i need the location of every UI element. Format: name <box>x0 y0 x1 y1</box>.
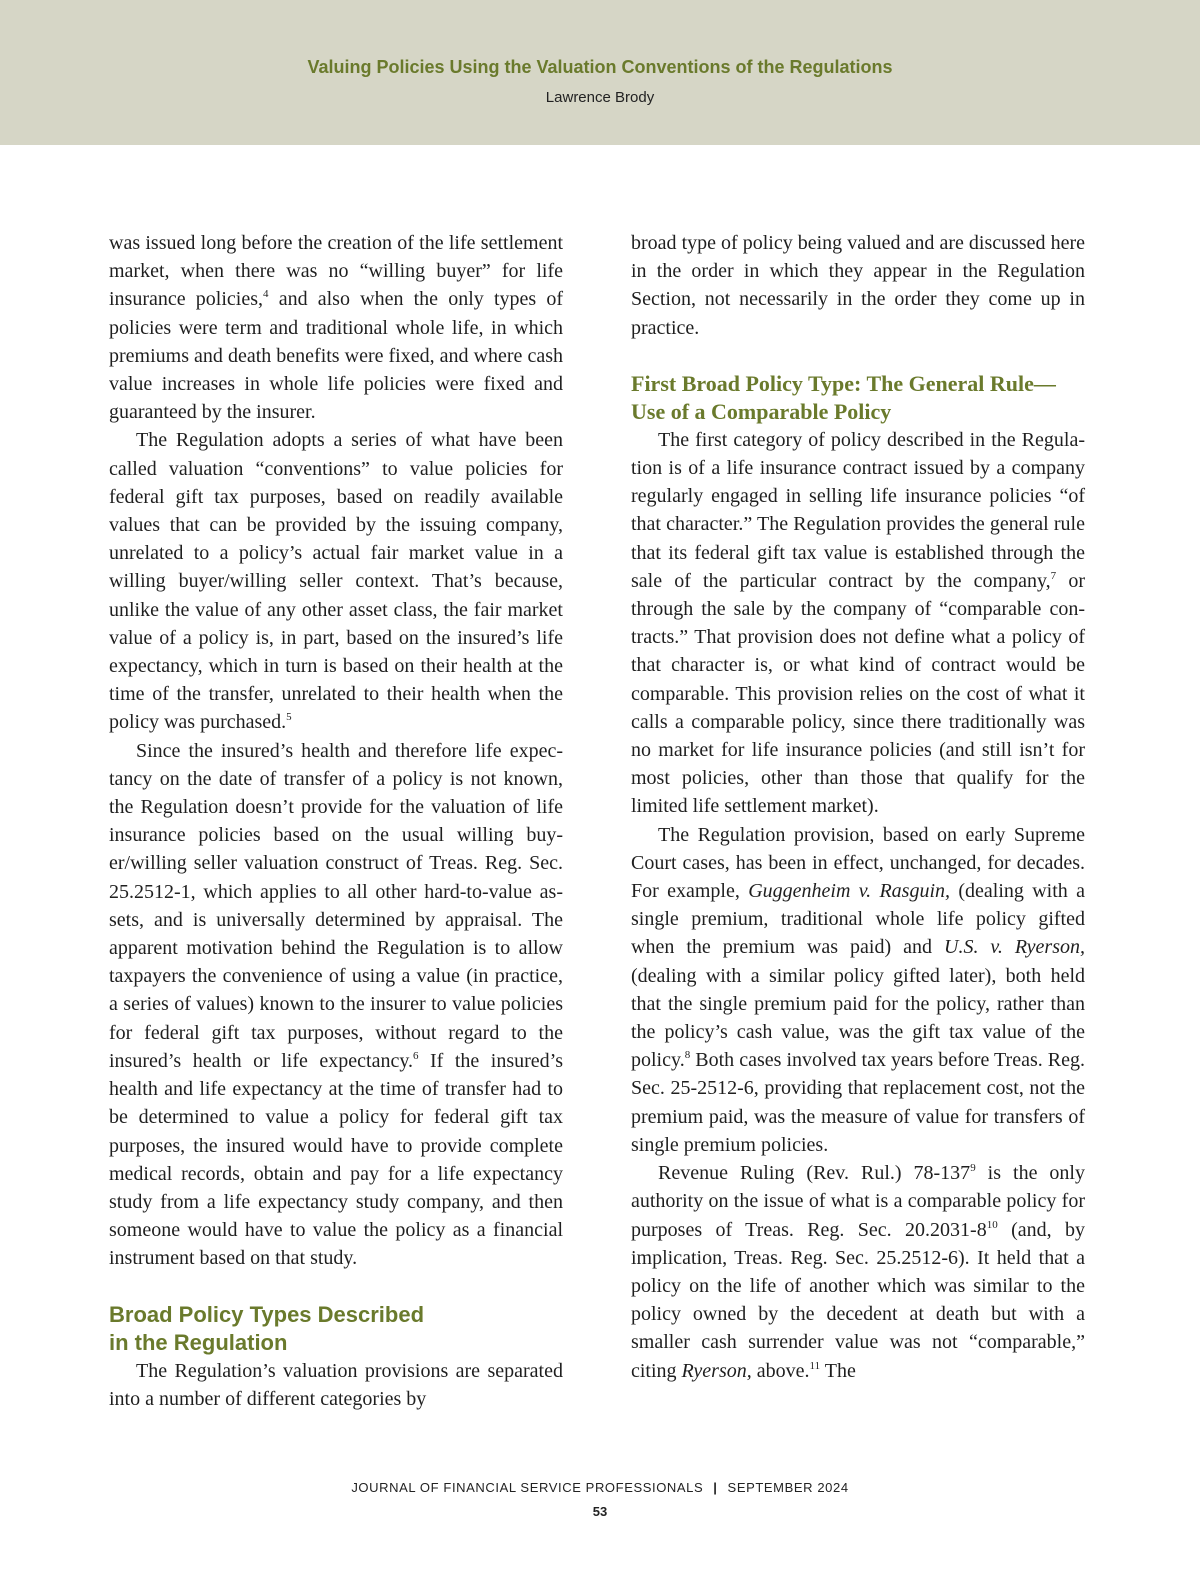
case-citation: U.S. v. Ryerson, <box>944 936 1085 959</box>
paragraph: The Regulation provision, based on early Supreme Court cases, has been in effect, unchanged, for decades. For example, Guggenheim v. Rasguin, (dealing with a single premium, traditional whole life policy gifted when the premium was paid) and U.S. v. Ryerson, (dealing with a similar policy gifted later), both held that the single premium paid for the policy, rather than the policy’s cash value, was the gift tax value of the policy.$^8$ Both cases involved tax years before Treas. Reg. Sec. 25-2512-6, providing that replacement cost, not the premium paid, was the measure of value for transfers of single premium policies. <box>631 823 1085 1156</box>
right-column <box>631 229 1085 1385</box>
paragraph: Revenue Ruling (Rev. Rul.) $78-137^9$ is the only authority on the issue of what is a comparable policy for purposes of Treas. Reg. Sec. $20.2031-8^{10}$ (and, by implication, Treas. Reg. Sec. 25.2512-6). It held that a policy on the life of another which was similar to the policy owned by the decedent at death but with a smaller cash surrender value was not “comparable,” citing Ryerson, above.$^{11}$ The <box>631 1162 1085 1382</box>
footnote-ref[interactable]: 11 <box>809 1359 821 1372</box>
section-heading: Broad Policy Types Described in the Regulation <box>109 1301 425 1355</box>
journal-name: JOURNAL OF FINANCIAL SERVICE PROFESSIONALS <box>351 1480 704 1495</box>
section-heading: First Broad Policy Type: The General Rule— Use of a Comparable Policy <box>631 370 1056 424</box>
page-number: 53 <box>592 1504 608 1519</box>
paragraph: The Regulation adopts a series of what have been called valuation “conventions” to value policies for federal gift tax purposes, based on readily available values that can be provided by the issuing company, unrelated to a policy’s actual fair market value in a willing buyer/willing seller context. That’s because, unlike the value of any other asset class, the fair market value of a policy is, in part, based on the insured’s life expectancy, which in turn is based on their health at the time of the transfer, unrelated to their health when the policy was purchased.$^5$ <box>109 429 563 734</box>
footnote-ref[interactable]: 9 <box>970 1162 976 1175</box>
case-citation: Ryerson, <box>681 1359 752 1382</box>
paragraph: The Regulation’s valuation provisions are separated into a number of different categories by <box>109 1359 563 1410</box>
footnote-ref[interactable]: 6 <box>413 1049 419 1062</box>
paragraph: Since the insured’s health and therefore life expectancy on the date of transfer of a policy is not known, the Regulation doesn’t provide for the valuation of life insurance policies based on the usual willing buyer/willing seller valuation construct of Treas. Reg. Sec. 25.2512-1, which applies to all other hard-to-value assets, and is universally determined by appraisal. The apparent motivation behind the Regulation is to allow taxpayers the convenience of using a value (in practice, a series of values) known to the insurer to value policies for federal gift tax purposes, without regard to the insured’s health or life expectancy.$^6$ If the insured’s health and life expectancy at the time of transfer had to be determined to value a policy for federal gift tax purposes, the insured would have to provide complete medical records, obtain and pay for a life expectancy study from a life expectancy study company, and then someone would have to value the policy as a financial instrument based on that study. <box>109 739 563 1270</box>
paragraph: was issued long before the creation of the life settlement market, when there was no “willing buyer” for life insurance policies,$^4$ and also when the only types of policies were term and traditional whole life, in which premiums and death benefits were fixed, and where cash value increases in whole life policies were fixed and guaranteed by the insurer. <box>109 232 563 424</box>
running-footer <box>0 1480 1200 1495</box>
left-column <box>109 229 563 1413</box>
footnote-ref[interactable]: 10 <box>986 1218 998 1231</box>
footnote-ref[interactable]: 8 <box>684 1049 691 1062</box>
article-author: Lawrence Brody <box>545 89 655 106</box>
issue-date: SEPTEMBER 2024 <box>727 1480 849 1495</box>
footnote-ref[interactable]: 4 <box>263 288 269 301</box>
paragraph: The first category of policy described in the Regulation is of a life insurance contract issued by a company regularly engaged in selling life insurance policies “of that character.” The Regulation provides the general rule that its federal gift tax value is established through the sale of the particular contract by the company,$^7$ or through the sale by the company of “comparable contracts.” That provision does not define what a policy of that character is, or what kind of contract would be comparable. This provision relies on the cost of what it calls a comparable policy, since there traditionally was no market for life insurance policies (and still isn’t for most policies, other than those that qualify for the limited life settlement market). <box>631 428 1085 818</box>
footer-separator: | <box>713 1480 718 1495</box>
footnote-ref[interactable]: 7 <box>1050 569 1057 582</box>
running-header <box>0 0 1200 145</box>
paragraph: broad type of policy being valued and are discussed here in the order in which they appear in the Regulation Section, not necessarily in the order they come up in practice. <box>631 232 1085 339</box>
footnote-ref[interactable]: 5 <box>286 711 292 724</box>
article-title: Valuing Policies Using the Valuation Conventions of the Regulations <box>307 57 893 77</box>
case-citation: Guggenheim v. Rasguin, <box>748 880 951 903</box>
